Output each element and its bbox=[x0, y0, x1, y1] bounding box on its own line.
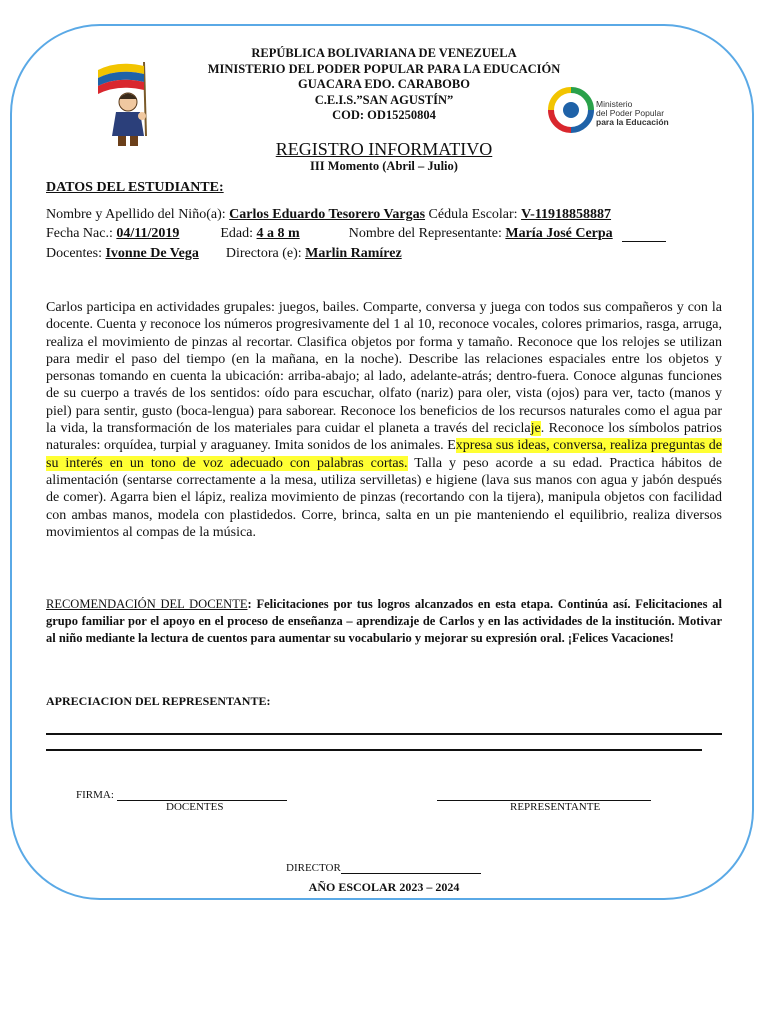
teacher-signature-line: FIRMA: bbox=[76, 789, 287, 801]
school-year: AÑO ESCOLAR 2023 – 2024 bbox=[308, 880, 460, 894]
appreciation-line-2 bbox=[46, 749, 702, 751]
student-section-title: DATOS DEL ESTUDIANTE: bbox=[46, 180, 224, 195]
header-line-4: C.E.I.S.”SAN AGUSTÍN” bbox=[314, 92, 454, 107]
appreciation-line-1 bbox=[46, 733, 722, 735]
header-line-1: REPÚBLICA BOLIVARIANA DE VENEZUELA bbox=[251, 46, 517, 60]
ministry-logo-text: Ministerio del Poder Popular para la Educación bbox=[596, 99, 669, 127]
document-title: REGISTRO INFORMATIVO bbox=[275, 139, 493, 159]
student-id: V-11918858887 bbox=[521, 207, 612, 222]
teacher-recommendation: RECOMENDACIÓN DEL DOCENTE: Felicitaciones por tus logros alcanzados en esta etapa. Continúa así. Felicitaciones al grupo familiar por el apoyo en el proceso de enseñanza – aprendizaje de Carlos y en las actividades de la institución. Motivar al niño mediante la lectura de cuentos para aumentar su vocabulario y mejorar su expresión oral. ¡Felices Vacaciones! bbox=[46, 597, 722, 645]
highlighted-text: xpresa sus ideas, conversa, realiza preguntas de su interés en un tono de voz adecuado con palabras cortas. bbox=[46, 438, 723, 471]
ministry-logo bbox=[548, 84, 678, 136]
director-signature-line: DIRECTOR bbox=[286, 862, 481, 874]
student-info-line-1: Nombre y Apellido del Niño(a): Carlos Eduardo Tesorero Vargas Cédula Escolar: V-11918858887 bbox=[46, 207, 612, 222]
director-name: Marlin Ramírez bbox=[305, 246, 402, 261]
ministry-emblem-icon bbox=[548, 84, 594, 136]
student-name: Carlos Eduardo Tesorero Vargas bbox=[229, 207, 426, 222]
birth-date: 04/11/2019 bbox=[116, 226, 180, 241]
representative-name: María José Cerpa bbox=[505, 226, 613, 241]
header-line-5: COD: OD15250804 bbox=[332, 108, 436, 122]
teachers-name: Ivonne De Vega bbox=[105, 246, 199, 261]
representative-signature-label: REPRESENTANTE bbox=[510, 801, 601, 813]
teachers-signature-label: DOCENTES bbox=[166, 801, 224, 813]
appreciation-label: APRECIACION DEL REPRESENTANTE: bbox=[46, 694, 271, 708]
header-line-3: GUACARA EDO. CARABOBO bbox=[298, 77, 470, 91]
document-subtitle: III Momento (Abril – Julio) bbox=[310, 159, 458, 173]
header-line-2: MINISTERIO DEL PODER POPULAR PARA LA EDUCACIÓN bbox=[207, 61, 561, 76]
student-info-line-3: Docentes: Ivonne De Vega Directora (e): Marlin Ramírez bbox=[46, 246, 402, 261]
representative-signature-line bbox=[437, 789, 651, 801]
student-age: 4 a 8 m bbox=[256, 226, 300, 241]
student-info-line-2: Fecha Nac.: 04/11/2019 Edad: 4 a 8 m Nombre del Representante: María José Cerpa bbox=[46, 226, 666, 242]
report-text: Carlos participa en actividades grupales: juegos, bailes. Comparte, conversa y juega con todos sus compañeros y con la docente. Cuenta y reconoce los números progresivamente del 1 al 10, reconoce vocales, colores primarios, rasga, arruga, realiza el movimiento de pinzas al recortar. Clasifica objetos por forma y tamaño. Reconoce que los relojes se utilizan para medir el paso del tiempo (en la mañana, en la noche). Describe las relaciones espaciales entre los objetos y personas tomando en cuenta la ubicación: arriba-abajo; al lado, adelante-atrás; dentro-fuera. Conoce algunas funciones de su cuerpo a través de los sentidos: oído para escuchar, olfato (nariz) para oler, vista (ojos) para ver, tacto (manos y piel) para sentir, gusto (boca-lengua) para saborear. Reconoce los beneficios de los recursos naturales como el agua par la vida, la transformación de los materiales para cuidar el planeta a través del reciclaje. Reconoce los símbolos patrios naturales: orquídea, turpial y araguaney. Imita sonidos de los animales. Expresa sus ideas, conversa, realiza preguntas de su interés en un tono de voz adecuado con palabras cortas. Talla y peso acorde a su edad. Practica hábitos de alimentación (sentarse correctamente a la mesa, utiliza servilletas) e higiene (lava sus manos con agua y jabón después de comer). Agarra bien el lápiz, realiza movimiento de pinzas (recortando con la tijera), manipula objetos con facilidad con ambas manos, modela con plastidedos. Corre, brinca, salta en un pie manteniendo el equilibrio, realiza diversos movimientos al compas de la música. bbox=[46, 300, 723, 540]
